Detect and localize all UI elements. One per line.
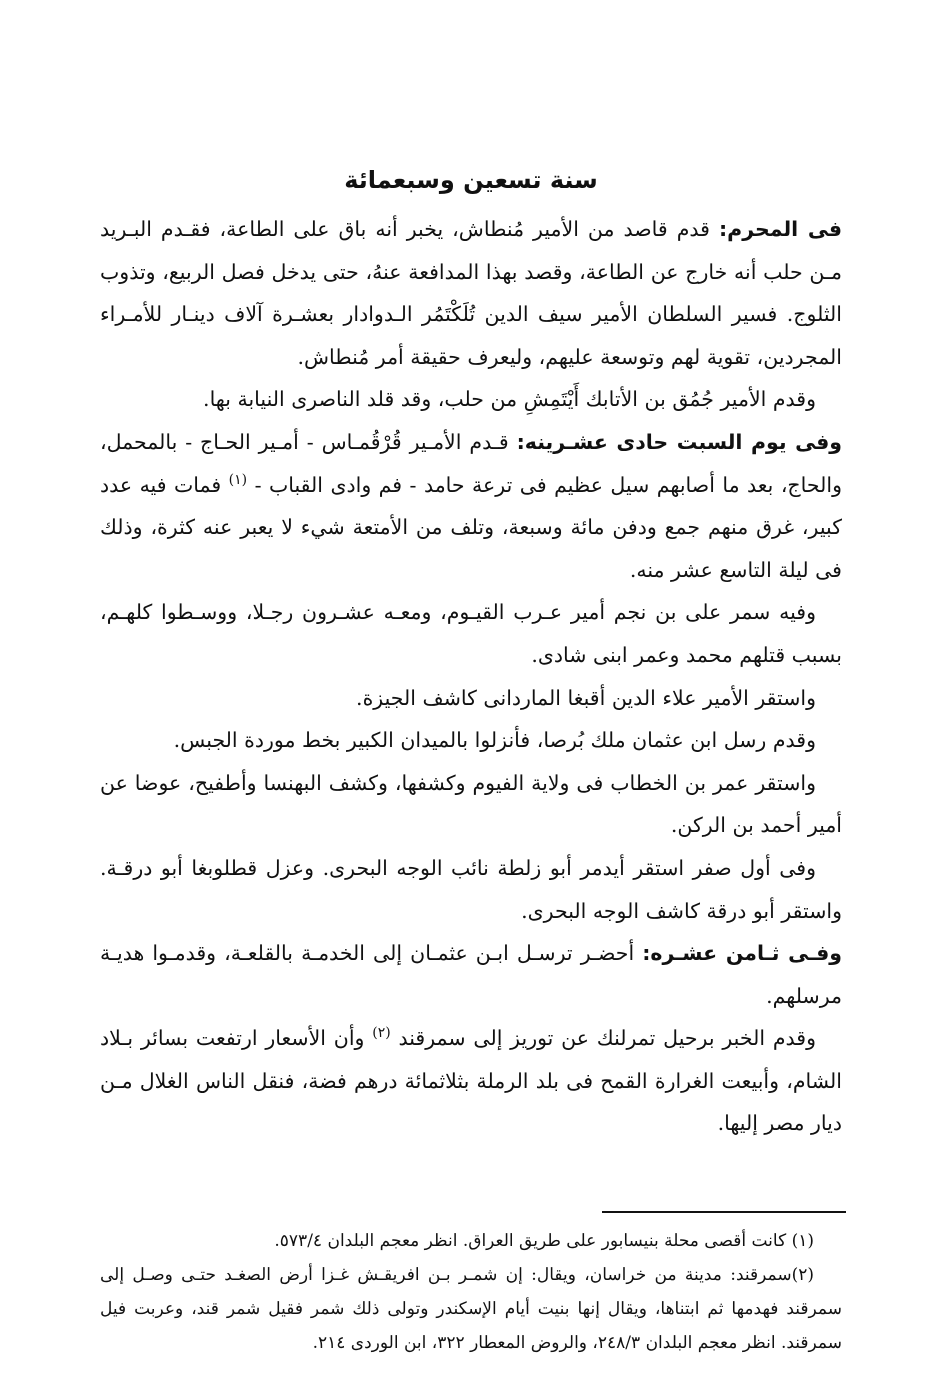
paragraph-text: قدم قاصد من الأمير مُنطاش، يخبر أنه باق على الطاعة، فقـدم البـريد مـن حلب أنه خارج عن الطاعة، وقصد بهذا المدافعة عنهُ، حتى يدخل فصل الربيع، وتذوب الثلوج. فسير السلطان الأمير سيف الدين تُلَكْتَمُر الـدوادار بعشـرة آلاف دينـار للأمـراء المجردين، تقوية لهم وتوسعة عليهم، وليعرف حقيقة أمر مُنطاش. [100, 217, 843, 369]
paragraph-text: وقدم الأمير جُمُق بن الأتابك أَيْتَمِشِ من حلب، وقد قلد الناصرى النيابة بها. [203, 387, 816, 412]
paragraph-text-continued: وأن الأسعار ارتفعت بسائر بـلاد الشام، وأبيعت الغرارة القمح فى بلد الرملة بثلاثمائة درهم فضة، فنقل الناس الغلال مـن ديار مصر إليها. [100, 1026, 842, 1136]
paragraph-text: واستقر عمر بن الخطاب فى ولاية الفيوم وكشفها، وكشف البهنسا وأطفيح، عوضا عن أمير أحمد بن الركن. [100, 770, 842, 838]
footnote-separator [602, 1211, 846, 1213]
paragraph-jumuq [100, 378, 842, 421]
paragraph-text: قـدم الأمـير قُرْقُمـاس - أمـير الحـاج - بالمحمل، والحاج، بعد ما أصابهم سيل عظيم فى ترعة حامد - فم وادى القباب - [100, 429, 842, 497]
paragraph-muharram [100, 208, 842, 378]
paragraph-eighteenth [100, 932, 842, 1017]
paragraph-saturday [100, 421, 842, 591]
paragraph-text: وفى أول صفر استقر أيدمر أبو زلطة نائب الوجه البحرى. وعزل قطلوبغا أبو درقـة. واستقر أبو درقة كاشف الوجه البحرى. [100, 855, 842, 923]
paragraph-umar-bin-khattab [100, 762, 842, 847]
paragraph-text-continued: فمات فيه عدد كبير، غرق منهم جمع ودفن مائة وسبعة، وتلف من الأمتعة شيء لا يعبر عنه كثرة، وذلك فى ليلة التاسع عشر منه. [100, 472, 842, 582]
footnote-2: (٢)سمرقند: مدينة من خراسان، ويقال: إن شمـر بـن افريقـش غـزا أرض الصغـد حتـى وصـل إلى سمرقند فهدمها ثم ابتناها، ويقال إنها بنيت أيام الإسكندر وتولى ذلك شمر فقيل شمر قند، وعربت فيل سمرقند. انظر معجم البلدان ٢٤٨/٣، والروض المعطار ٣٢٢، ابن الوردى ٢١٤. [100, 1265, 842, 1353]
paragraph-text: وقدم الخبر برحيل تمرلنك عن توريز إلى سمرقند [398, 1026, 816, 1051]
footnote-1: (١) كانت أقصى محلة بنيسابور على طريق العراق. انظر معجم البلدان ٥٧٣/٤. [274, 1231, 814, 1251]
paragraph-ali-bin-najm [100, 591, 842, 676]
paragraph-text: واستقر الأمير علاء الدين أقبغا الماردانى كاشف الجيزة. [356, 685, 816, 710]
main-text [100, 208, 842, 1145]
paragraph-timurlenk [100, 1017, 842, 1145]
paragraph-ibn-uthman-envoys [100, 719, 842, 762]
paragraph-text: وفيه سمر على بن نجم أمير عـرب القيـوم، ومعـه عشـرون رجـلا، ووسـطوا كلهـم، بسبب قتلهم محمد وعمر ابنى شادى. [100, 600, 842, 667]
footnotes [100, 1224, 842, 1360]
paragraph-safar [100, 847, 842, 932]
footnote-reference[interactable]: (١) [228, 471, 248, 488]
paragraph-lead: وفى يوم السبت حادى عشـرينه: [516, 429, 842, 454]
paragraph-text: وقدم رسل ابن عثمان ملك بُرصا، فأنزلوا بالميدان الكبير بخط موردة الجبس. [173, 728, 816, 753]
paragraph-lead: فى المحرم: [718, 217, 842, 241]
paragraph-aqbugha [100, 677, 842, 720]
paragraph-text: أحضـر ترسـل ابـن عثمـان إلى الخدمـة بالقلعـة، وقدمـوا هديـة مرسلهم. [100, 941, 842, 1008]
paragraph-lead: وفـى ثـامن عشـره: [642, 941, 842, 966]
footnote-reference[interactable]: (٢) [372, 1025, 391, 1042]
chapter-heading: سنة تسعين وسبعمائة [344, 166, 598, 194]
